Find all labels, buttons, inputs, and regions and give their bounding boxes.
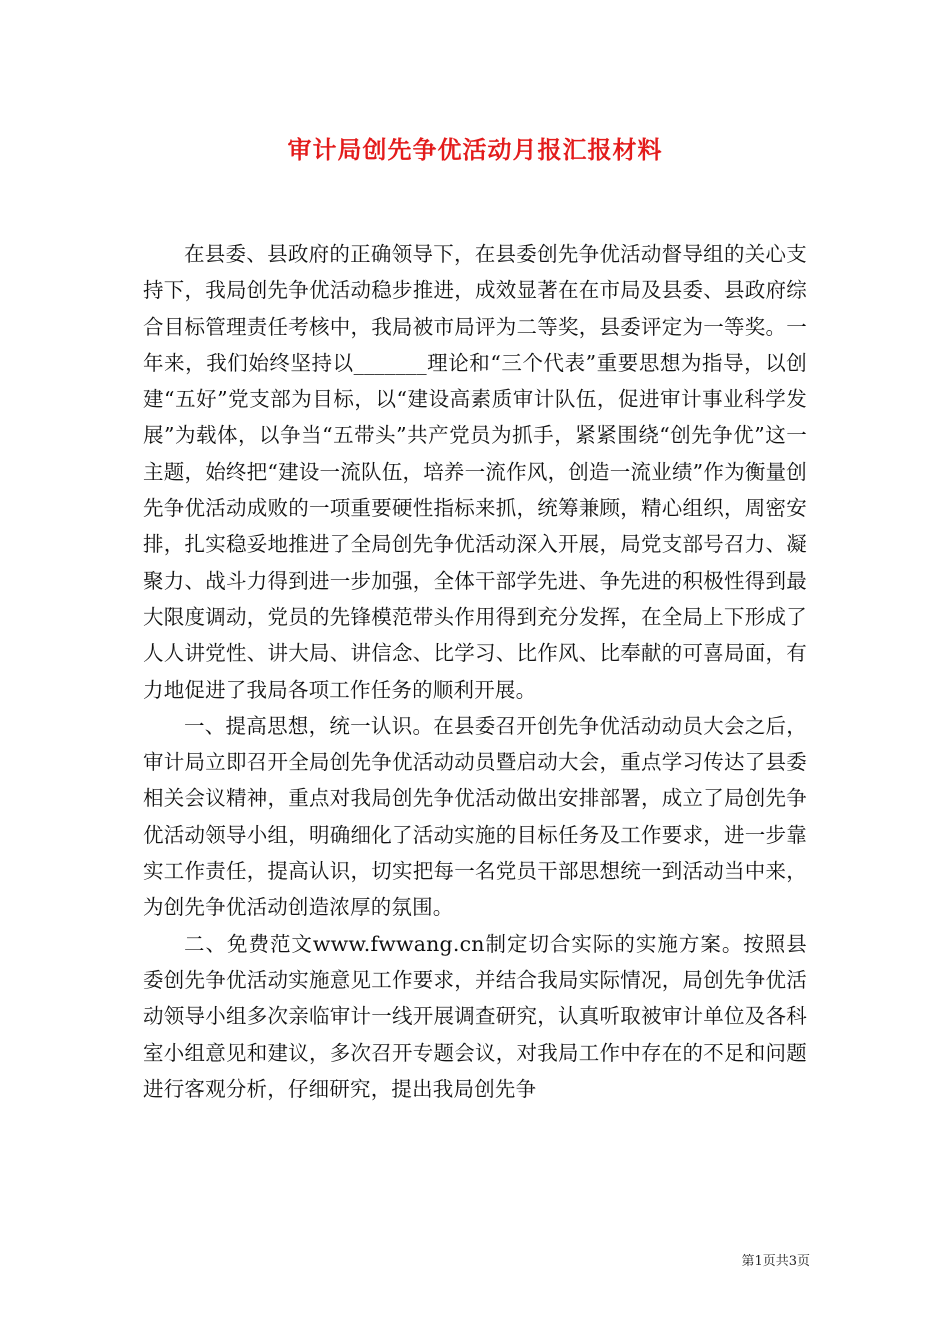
- paragraph-intro: 在县委、县政府的正确领导下，在县委创先争优活动督导组的关心支持下，我局创先争优活动稳步推进，成效显著在在市局及县委、县政府综合目标管理责任考核中，我局被市局评为二等奖，县委评定为一等奖。一年来，我们始终坚持以_______理论和“三个代表”重要思想为指导，以创建“五好”党支部为目标，以“建设高素质审计队伍，促进审计事业科学发展”为载体，以争当“五带头”共产党员为抓手，紧紧围绕“创先争优”这一主题，始终把“建设一流队伍，培养一流作风，创造一流业绩”作为衡量创先争优活动成败的一项重要硬性指标来抓，统筹兼顾，精心组织，周密安排，扎实稳妥地推进了全局创先争优活动深入开展，局党支部号召力、凝聚力、战斗力得到进一步加强，全体干部学先进、争先进的积极性得到最大限度调动，党员的先锋模范带头作用得到充分发挥，在全局上下形成了人人讲党性、讲大局、讲信念、比学习、比作风、比奉献的可喜局面，有力地促进了我局各项工作任务的顺利开展。: [143, 242, 807, 702]
- document-body: [143, 236, 807, 1107]
- document-title: 审计局创先争优活动月报汇报材料: [287, 135, 663, 164]
- paragraph-section-one: 一、提高思想，统一认识。在县委召开创先争优活动动员大会之后，审计局立即召开全局创先争优活动动员暨启动大会，重点学习传达了县委相关会议精神，重点对我局创先争优活动做出安排部署，成立了局创先争优活动领导小组，明确细化了活动实施的目标任务及工作要求，进一步靠实工作责任，提高认识，切实把每一名党员干部思想统一到活动当中来，为创先争优活动创造浓厚的氛围。: [143, 713, 807, 920]
- page-number: 第1页共3页: [741, 1254, 810, 1269]
- paragraph-section-two: 二、免费范文www.fwwang.cn制定切合实际的实施方案。按照县委创先争优活动实施意见工作要求，并结合我局实际情况，局创先争优活动领导小组多次亲临审计一线开展调查研究，认真听取被审计单位及各科室小组意见和建议，多次召开专题会议，对我局工作中存在的不足和问题进行客观分析，仔细研究，提出我局创先争: [143, 931, 807, 1101]
